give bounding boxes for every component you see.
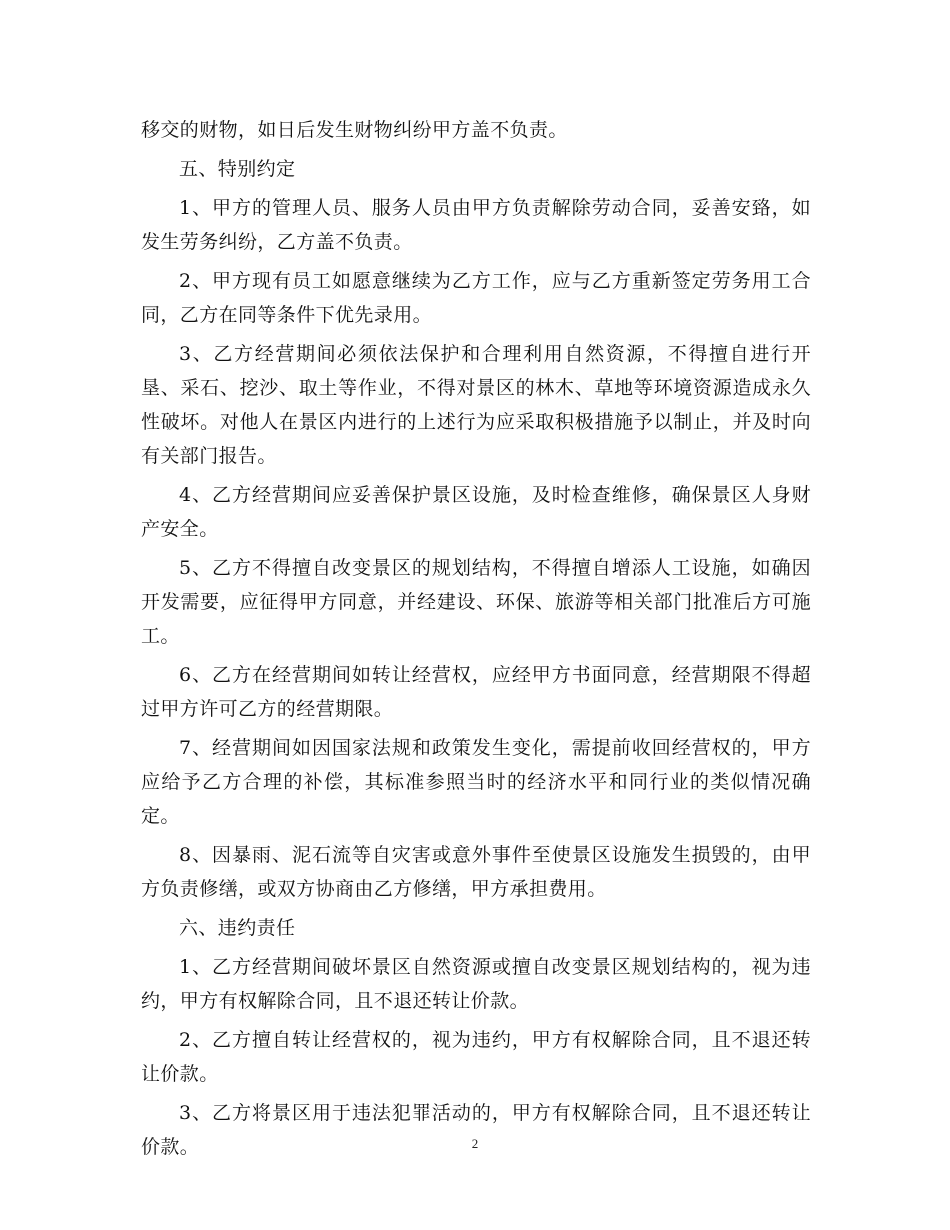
clause-paragraph: 2、甲方现有员工如愿意继续为乙方工作，应与乙方重新签定劳务用工合同，乙方在同等条件下优先录用。 [141, 270, 811, 326]
paragraph-continuation: 移交的财物，如日后发生财物纠纷甲方盖不负责。 [141, 119, 568, 141]
clause-paragraph: 8、因暴雨、泥石流等自灾害或意外事件至使景区设施发生损毁的，由甲方负责修缮，或双方协商由乙方修缮，甲方承担费用。 [141, 844, 811, 900]
section-heading-liability: 六、违约责任 [179, 917, 296, 939]
clause-paragraph: 5、乙方不得擅自改变景区的规划结构，不得擅自增添人工设施，如确因开发需要，应征得甲方同意，并经建设、环保、旅游等相关部门批准后方可施工。 [141, 557, 811, 647]
document-body [141, 113, 811, 1169]
clause-paragraph: 2、乙方擅自转让经营权的，视为违约，甲方有权解除合同，且不退还转让价款。 [141, 1029, 811, 1085]
clause-paragraph: 6、乙方在经营期间如转让经营权，应经甲方书面同意，经营期限不得超过甲方许可乙方的经营期限。 [141, 664, 811, 720]
section-heading-special-provisions: 五、特别约定 [179, 158, 296, 180]
clause-paragraph: 1、甲方的管理人员、服务人员由甲方负责解除劳动合同，妥善安臵，如发生劳务纠纷，乙方盖不负责。 [141, 197, 811, 253]
clause-paragraph: 3、乙方经营期间必须依法保护和合理利用自然资源，不得擅自进行开垦、采石、挖沙、取土等作业，不得对景区的林木、草地等环境资源造成永久性破坏。对他人在景区内进行的上述行为应采取积极措施予以制止，并及时向有关部门报告。 [141, 343, 811, 467]
clause-paragraph: 3、乙方将景区用于违法犯罪活动的，甲方有权解除合同，且不退还转让价款。 [141, 1102, 811, 1158]
clause-paragraph: 4、乙方经营期间应妥善保护景区设施，及时检查维修，确保景区人身财产安全。 [141, 484, 811, 540]
clause-paragraph: 1、乙方经营期间破坏景区自然资源或擅自改变景区规划结构的，视为违约，甲方有权解除合同，且不退还转让价款。 [141, 956, 811, 1012]
page-number: 2 [471, 1136, 479, 1151]
clause-paragraph: 7、经营期间如因国家法规和政策发生变化，需提前收回经营权的，甲方应给予乙方合理的补偿，其标准参照当时的经济水平和同行业的类似情况确定。 [141, 737, 811, 827]
